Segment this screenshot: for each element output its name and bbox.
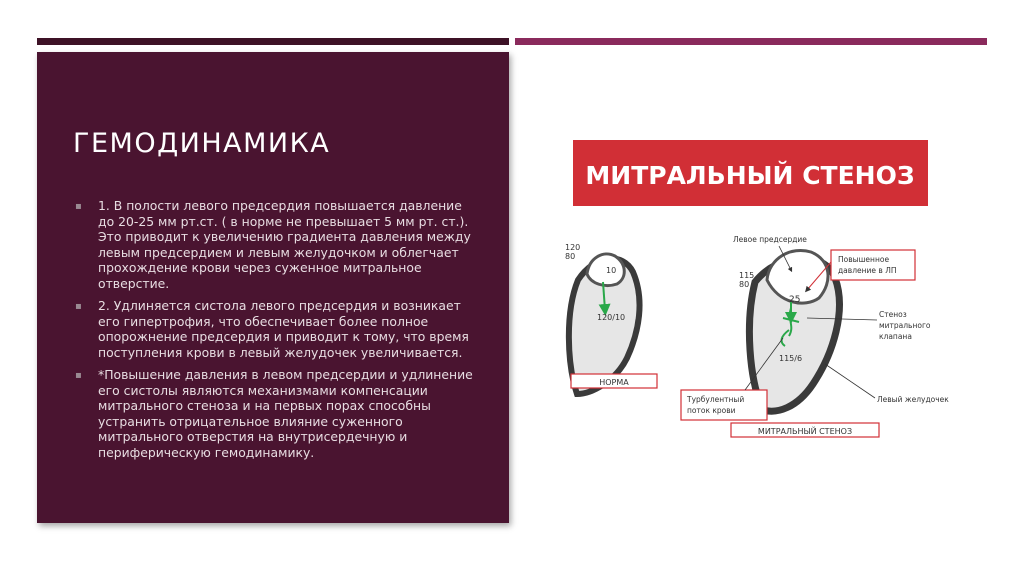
mitral-stenosis-figure (543, 132, 959, 444)
stenosis-ventricle-value: 115/6 (779, 354, 803, 363)
bullet-text: 1. В полости левого предсердия повышается давление до 20-25 мм рт.ст. ( в норме не превышает 5 мм рт. ст.). Это приводит к увеличению градиента давления между левым предсердием и левым желудочком и облегчает прохождение крови через суженное митральное отверстие. (98, 198, 471, 291)
banner-title: МИТРАЛЬНЫЙ СТЕНОЗ (585, 161, 915, 190)
stenosis-pressure-bottom: 80 (739, 280, 750, 289)
slide-title: ГЕМОДИНАМИКА (73, 128, 331, 159)
label-stenosis-line1: Стеноз (879, 310, 907, 319)
bullet-text: *Повышение давления в левом предсердии и удлинение его систолы являются механизмами компенсации митрального стеноза и на первых порах способны устранить отрицательное влияние суженного митрального отверстия на внутрисердечную и периферическую гемодинамику. (98, 367, 473, 460)
bullet-item (70, 367, 480, 460)
label-stenosis-line2: митрального (879, 321, 931, 330)
norm-caption: НОРМА (599, 378, 629, 387)
square-bullet-icon: ▪ (75, 370, 82, 381)
top-accent-bar-left (37, 38, 509, 45)
label-left-ventricle: Левый желудочек (877, 395, 949, 404)
label-stenosis-line3: клапана (879, 332, 912, 341)
label-left-atrium: Левое предсердие (733, 235, 807, 244)
diagram-svg (543, 132, 959, 444)
bullet-item (70, 298, 480, 360)
norm-atrium-value: 10 (606, 266, 617, 275)
square-bullet-icon: ▪ (75, 201, 82, 212)
label-turbulent-line2: поток крови (687, 406, 736, 415)
norm-pressure-top: 120 (565, 243, 581, 252)
norm-pressure-bottom: 80 (565, 252, 576, 261)
norm-ventricle-value: 120/10 (597, 313, 626, 322)
top-accent-bar-right (515, 38, 987, 45)
label-pressure-line1: Повышенное (838, 255, 890, 264)
stenosis-caption: МИТРАЛЬНЫЙ СТЕНОЗ (757, 427, 853, 436)
label-pressure-line2: давление в ЛП (838, 266, 897, 275)
bullet-list (70, 198, 480, 467)
stenosis-pressure-top: 115 (739, 271, 755, 280)
label-turbulent-line1: Турбулентный (687, 395, 745, 404)
stenosis-heart (739, 250, 839, 411)
square-bullet-icon: ▪ (75, 301, 82, 312)
leader-ventricle (825, 364, 875, 398)
bullet-text: 2. Удлиняется систола левого предсердия и возникает его гипертрофия, что обеспечивает более полное опорожнение предсердия и приводит к тому, что время поступления крови в левый желудочек увеличивается. (98, 298, 469, 360)
stenosis-atrium-value: 25 (789, 295, 801, 305)
bullet-item (70, 198, 480, 291)
norm-heart (565, 243, 640, 394)
